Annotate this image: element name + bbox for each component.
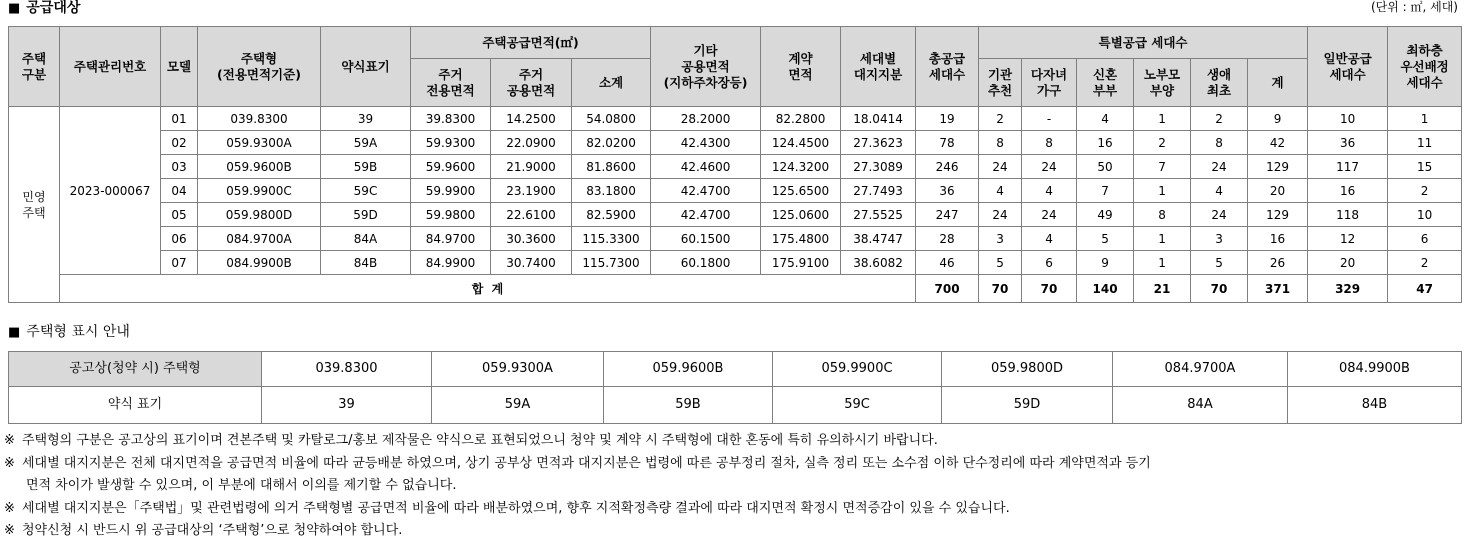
type-value: 084.9700A — [1113, 352, 1288, 387]
header-sp-elderly: 노부모 부양 — [1134, 59, 1191, 107]
cell-elder: 1 — [1134, 179, 1191, 203]
cell-general: 16 — [1308, 179, 1388, 203]
cell-other: 42.4700 — [651, 179, 761, 203]
cell-inst: 2 — [979, 107, 1022, 131]
cell-common: 21.9000 — [491, 155, 572, 179]
table-row — [9, 227, 1462, 251]
cell-first: 24 — [1191, 155, 1248, 179]
cell-private: 59.9600 — [411, 155, 491, 179]
cell-elder: 7 — [1134, 155, 1191, 179]
cell-elder: 1 — [1134, 227, 1191, 251]
cell-total: 78 — [916, 131, 979, 155]
cell-type: 059.9800D — [198, 203, 321, 227]
cell-elder: 2 — [1134, 131, 1191, 155]
note-text: 주택형의 구분은 공고상의 표기이며 견본주택 및 카탈로그/홍보 제작물은 약식으로 표현되었으니 청약 및 계약 시 주택형에 대한 혼동에 특히 유의하시기 바랍니다. — [22, 433, 938, 448]
header-sp-total: 계 — [1248, 59, 1308, 107]
cell-type: 039.8300 — [198, 107, 321, 131]
cell-other: 60.1800 — [651, 251, 761, 275]
cell-newly: 9 — [1077, 251, 1134, 275]
cell-inst: 3 — [979, 227, 1022, 251]
cell-common: 30.3600 — [491, 227, 572, 251]
cell-inst: 24 — [979, 155, 1022, 179]
total-elder: 21 — [1134, 275, 1191, 303]
header-sp-multichild: 다자녀 가구 — [1022, 59, 1077, 107]
header-model: 모델 — [161, 27, 198, 107]
cell-other: 42.4600 — [651, 155, 761, 179]
cell-abbr: 84A — [321, 227, 411, 251]
table-row — [9, 203, 1462, 227]
section-title-supply — [8, 0, 80, 17]
type-abbrev: 59D — [942, 387, 1113, 424]
header-abbrev: 약식표기 — [321, 27, 411, 107]
note-text: 면적 차이가 발생할 수 있으며, 이 부분에 대해서 이의를 제기할 수 없습니다. — [26, 478, 457, 493]
cell-land: 27.5525 — [841, 203, 916, 227]
type-guide-table — [8, 351, 1462, 424]
note-text: 청약신청 시 반드시 위 공급대상의 ‘주택형’으로 청약하여야 합니다. — [22, 523, 403, 538]
total-spsum: 371 — [1248, 275, 1308, 303]
cell-private: 59.9900 — [411, 179, 491, 203]
cell-land: 27.7493 — [841, 179, 916, 203]
cell-abbr: 84B — [321, 251, 411, 275]
cell-contract: 124.3200 — [761, 155, 841, 179]
type-abbrev: 59C — [773, 387, 942, 424]
cell-first: 2 — [1191, 107, 1248, 131]
type-value: 059.9600B — [604, 352, 773, 387]
reference-mark-icon: ※ — [4, 433, 15, 448]
cell-lowest: 15 — [1388, 155, 1462, 179]
cell-land: 18.0414 — [841, 107, 916, 131]
header-mgmt-no: 주택관리번호 — [60, 27, 161, 107]
cell-abbr: 59C — [321, 179, 411, 203]
cell-common: 14.2500 — [491, 107, 572, 131]
type-value: 059.9300A — [432, 352, 604, 387]
cell-newly: 49 — [1077, 203, 1134, 227]
cell-general: 36 — [1308, 131, 1388, 155]
header-private-area: 주거 전용면적 — [411, 59, 491, 107]
cell-inst: 5 — [979, 251, 1022, 275]
total-multi: 70 — [1022, 275, 1077, 303]
type-abbrev: 59A — [432, 387, 604, 424]
type-row-abbrev — [9, 387, 1462, 424]
cell-sub: 81.8600 — [572, 155, 651, 179]
cell-general: 12 — [1308, 227, 1388, 251]
type-abbrev: 84B — [1288, 387, 1462, 424]
cell-type: 084.9700A — [198, 227, 321, 251]
cell-spsum: 16 — [1248, 227, 1308, 251]
type-row1-label: 공고상(청약 시) 주택형 — [9, 352, 262, 387]
cell-lowest: 2 — [1388, 179, 1462, 203]
cell-total: 36 — [916, 179, 979, 203]
cell-contract: 175.4800 — [761, 227, 841, 251]
cell-lowest: 1 — [1388, 107, 1462, 131]
cell-contract: 175.9100 — [761, 251, 841, 275]
note-item — [4, 453, 1466, 476]
cell-sub: 54.0800 — [572, 107, 651, 131]
cell-model: 05 — [161, 203, 198, 227]
cell-first: 5 — [1191, 251, 1248, 275]
cell-elder: 1 — [1134, 107, 1191, 131]
cell-inst: 4 — [979, 179, 1022, 203]
cell-sub: 82.0200 — [572, 131, 651, 155]
cell-contract: 124.4500 — [761, 131, 841, 155]
note-item — [4, 498, 1466, 521]
cell-elder: 8 — [1134, 203, 1191, 227]
cell-multi: 6 — [1022, 251, 1077, 275]
cell-abbr: 39 — [321, 107, 411, 131]
total-total: 700 — [916, 275, 979, 303]
cell-total: 246 — [916, 155, 979, 179]
cell-private: 59.9800 — [411, 203, 491, 227]
cell-housing-type-text: 민영 주택 — [22, 189, 46, 220]
table-row — [9, 251, 1462, 275]
cell-type: 059.9600B — [198, 155, 321, 179]
type-row-notice — [9, 352, 1462, 387]
reference-mark-icon: ※ — [4, 500, 15, 516]
cell-total: 46 — [916, 251, 979, 275]
cell-newly: 4 — [1077, 107, 1134, 131]
header-common-area: 주거 공용면적 — [491, 59, 572, 107]
type-value: 059.9900C — [773, 352, 942, 387]
cell-land: 38.6082 — [841, 251, 916, 275]
cell-elder: 1 — [1134, 251, 1191, 275]
type-abbrev: 59B — [604, 387, 773, 424]
cell-abbr: 59A — [321, 131, 411, 155]
note-item-continued — [4, 475, 1466, 498]
header-land-share: 세대별 대지지분 — [841, 27, 916, 107]
supply-table — [8, 26, 1462, 303]
cell-lowest: 6 — [1388, 227, 1462, 251]
header-sp-newlywed: 신혼 부부 — [1077, 59, 1134, 107]
total-first: 70 — [1191, 275, 1248, 303]
cell-total: 28 — [916, 227, 979, 251]
cell-type: 059.9300A — [198, 131, 321, 155]
header-lowest-floor: 최하층 우선배정 세대수 — [1388, 27, 1462, 107]
cell-first: 3 — [1191, 227, 1248, 251]
header-sp-institution: 기관 추천 — [979, 59, 1022, 107]
notes-block — [4, 430, 1466, 543]
cell-model: 06 — [161, 227, 198, 251]
cell-type: 084.9900B — [198, 251, 321, 275]
type-abbrev: 39 — [262, 387, 432, 424]
cell-multi: - — [1022, 107, 1077, 131]
note-text: 세대별 대지지분은「주택법」및 관련법령에 의거 주택형별 공급면적 비율에 따라 배분하였으며, 향후 지적확정측량 결과에 따라 대지면적 확정시 면적증감이 있을 수 있습니다. — [22, 500, 1010, 516]
cell-multi: 4 — [1022, 179, 1077, 203]
cell-contract: 82.2800 — [761, 107, 841, 131]
cell-general: 118 — [1308, 203, 1388, 227]
header-other-common: 기타 공용면적 (지하주차장등) — [651, 27, 761, 107]
cell-other: 60.1500 — [651, 227, 761, 251]
cell-total: 247 — [916, 203, 979, 227]
cell-spsum: 42 — [1248, 131, 1308, 155]
header-house-type: 주택형 (전용면적기준) — [198, 27, 321, 107]
cell-common: 22.0900 — [491, 131, 572, 155]
square-bullet-icon: ■ — [8, 1, 21, 16]
section-title-type-guide — [8, 324, 130, 341]
cell-common: 22.6100 — [491, 203, 572, 227]
total-general: 329 — [1308, 275, 1388, 303]
cell-spsum: 129 — [1248, 155, 1308, 179]
cell-inst: 8 — [979, 131, 1022, 155]
section-title-text: 공급대상 — [26, 0, 81, 16]
cell-newly: 50 — [1077, 155, 1134, 179]
cell-first: 8 — [1191, 131, 1248, 155]
cell-general: 20 — [1308, 251, 1388, 275]
cell-other: 28.2000 — [651, 107, 761, 131]
type-value: 039.8300 — [262, 352, 432, 387]
header-total-units: 총공급 세대수 — [916, 27, 979, 107]
table-row — [9, 155, 1462, 179]
note-text: 세대별 대지지분은 전체 대지면적을 공급면적 비율에 따라 균등배분 하였으며, 상기 공부상 면적과 대지지분은 법령에 따른 공부정리 절차, 실측 정리 또는 소수점 이하 단수정리에 따라 계약면적과 등기 — [22, 455, 1151, 471]
cell-general: 117 — [1308, 155, 1388, 179]
header-special-supply: 특별공급 세대수 — [979, 27, 1308, 59]
table-row — [9, 179, 1462, 203]
cell-other: 42.4700 — [651, 203, 761, 227]
section-title-text: 주택형 표시 안내 — [26, 324, 130, 340]
total-lowest: 47 — [1388, 275, 1462, 303]
header-subtotal: 소계 — [572, 59, 651, 107]
cell-model: 01 — [161, 107, 198, 131]
header-general-supply: 일반공급 세대수 — [1308, 27, 1388, 107]
cell-inst: 24 — [979, 203, 1022, 227]
note-item — [4, 520, 1466, 543]
type-value: 084.9900B — [1288, 352, 1462, 387]
cell-housing-type — [9, 107, 60, 303]
type-value: 059.9800D — [942, 352, 1113, 387]
cell-abbr: 59B — [321, 155, 411, 179]
table-row — [9, 107, 1462, 131]
cell-land: 27.3623 — [841, 131, 916, 155]
cell-spsum: 20 — [1248, 179, 1308, 203]
cell-multi: 24 — [1022, 155, 1077, 179]
cell-other: 42.4300 — [651, 131, 761, 155]
cell-lowest: 10 — [1388, 203, 1462, 227]
cell-abbr: 59D — [321, 203, 411, 227]
square-bullet-icon: ■ — [8, 325, 21, 340]
reference-mark-icon: ※ — [4, 455, 15, 471]
cell-multi: 24 — [1022, 203, 1077, 227]
cell-private: 84.9700 — [411, 227, 491, 251]
cell-spsum: 129 — [1248, 203, 1308, 227]
cell-first: 24 — [1191, 203, 1248, 227]
cell-common: 30.7400 — [491, 251, 572, 275]
unit-label: (단위 : ㎡, 세대) — [1370, 0, 1458, 14]
reference-mark-icon: ※ — [4, 523, 15, 538]
cell-private: 59.9300 — [411, 131, 491, 155]
header-supply-area: 주택공급면적(㎡) — [411, 27, 651, 59]
cell-newly: 5 — [1077, 227, 1134, 251]
cell-contract: 125.6500 — [761, 179, 841, 203]
cell-multi: 8 — [1022, 131, 1077, 155]
cell-newly: 16 — [1077, 131, 1134, 155]
total-inst: 70 — [979, 275, 1022, 303]
cell-lowest: 11 — [1388, 131, 1462, 155]
cell-model: 03 — [161, 155, 198, 179]
cell-total: 19 — [916, 107, 979, 131]
cell-first: 4 — [1191, 179, 1248, 203]
cell-contract: 125.0600 — [761, 203, 841, 227]
cell-private: 39.8300 — [411, 107, 491, 131]
total-newly: 140 — [1077, 275, 1134, 303]
header-housing-type: 주택 구분 — [9, 27, 60, 107]
cell-lowest: 2 — [1388, 251, 1462, 275]
cell-model: 07 — [161, 251, 198, 275]
header-contract-area: 계약 면적 — [761, 27, 841, 107]
cell-type: 059.9900C — [198, 179, 321, 203]
type-abbrev: 84A — [1113, 387, 1288, 424]
cell-general: 10 — [1308, 107, 1388, 131]
cell-land: 27.3089 — [841, 155, 916, 179]
cell-mgmt-no: 2023-000067 — [60, 107, 161, 275]
cell-common: 23.1900 — [491, 179, 572, 203]
cell-private: 84.9900 — [411, 251, 491, 275]
cell-model: 04 — [161, 179, 198, 203]
header-sp-first-time: 생애 최초 — [1191, 59, 1248, 107]
cell-sub: 115.7300 — [572, 251, 651, 275]
cell-sub: 115.3300 — [572, 227, 651, 251]
cell-multi: 4 — [1022, 227, 1077, 251]
cell-newly: 7 — [1077, 179, 1134, 203]
type-row2-label: 약식 표기 — [9, 387, 262, 424]
cell-land: 38.4747 — [841, 227, 916, 251]
note-item — [4, 430, 1466, 453]
total-label: 합 계 — [60, 275, 916, 303]
cell-sub: 83.1800 — [572, 179, 651, 203]
cell-spsum: 9 — [1248, 107, 1308, 131]
cell-model: 02 — [161, 131, 198, 155]
total-row — [9, 275, 1462, 303]
cell-spsum: 26 — [1248, 251, 1308, 275]
table-row — [9, 131, 1462, 155]
cell-sub: 82.5900 — [572, 203, 651, 227]
